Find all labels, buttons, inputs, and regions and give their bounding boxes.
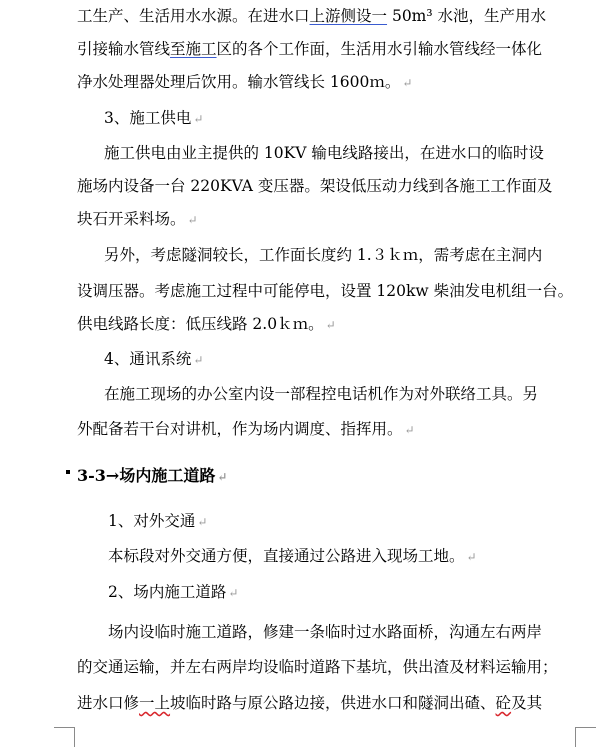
section-heading: 2、场内施工道路 ↵ xyxy=(108,583,239,601)
text-line: 在施工现场的办公室内设一部程控电话机作为对外联络工具。另 xyxy=(104,385,539,403)
text-line: 本标段对外交通方便，直接通过公路进入现场工地。 ↵ xyxy=(108,547,477,565)
paragraph-mark: ↵ xyxy=(466,550,477,564)
text-line: 外配备若干台对讲机，作为场内调度、指挥用。 ↵ xyxy=(77,420,415,438)
section-heading: 3、施工供电 ↵ xyxy=(104,109,204,127)
paragraph-mark: ↵ xyxy=(325,318,336,332)
margin-corner-mark xyxy=(575,727,576,747)
paragraph-mark: ↵ xyxy=(228,586,239,600)
text-line: 引接输水管线至施工区的各个工作面，生活用水引输水管线经一体化 xyxy=(77,40,543,58)
paragraph-mark: ↵ xyxy=(193,353,204,367)
text-line: 供电线路长度：低压线路 2.0ｋｍ。 ↵ xyxy=(77,315,336,333)
text-line: 场内设临时施工道路，修建一条临时过水路面桥，沟通左右两岸 xyxy=(108,623,543,641)
section-heading: 1、对外交通 ↵ xyxy=(108,512,208,530)
paragraph-mark: ↵ xyxy=(404,423,415,437)
text-line: 施场内设备一台 220KVA 变压器。架设低压动力线到各施工工作面及 xyxy=(77,177,553,195)
margin-corner-mark xyxy=(575,727,596,728)
text-line: 另外，考虑隧洞较长，工作面长度约 1.３ｋｍ，需考虑在主洞内 xyxy=(104,246,543,264)
paragraph-mark: ↵ xyxy=(197,515,208,529)
text-line: 块石开采料场。 ↵ xyxy=(77,210,198,228)
heading-bullet xyxy=(66,470,70,474)
text-line: 工生产、生活用水水源。在进水口上游侧设一 50m³ 水池，生产用水 xyxy=(77,7,547,25)
text-line: 施工供电由业主提供的 10KV 输电线路接出，在进水口的临时设 xyxy=(104,144,544,162)
paragraph-mark: ↵ xyxy=(193,112,204,126)
text-line: 的交通运输，并左右两岸均设临时道路下基坑，供出渣及材料运输用； xyxy=(77,658,558,676)
margin-corner-mark xyxy=(74,727,75,747)
chapter-heading: 3-3→场内施工道路 ↵ xyxy=(77,466,228,485)
paragraph-mark: ↵ xyxy=(402,76,413,90)
section-heading: 4、通讯系统 ↵ xyxy=(104,350,204,368)
text-line: 设调压器。考虑施工过程中可能停电，设置 120kw 柴油发电机组一台。 xyxy=(77,282,574,300)
paragraph-mark: ↵ xyxy=(187,213,198,227)
margin-corner-mark xyxy=(54,727,75,728)
text-line: 净水处理器处理后饮用。输水管线长 1600ｍ。 ↵ xyxy=(77,73,413,91)
paragraph-mark: ↵ xyxy=(217,470,228,484)
text-line: 进水口修一上坡临时路与原公路边接，供进水口和隧洞出碴、砼及其 xyxy=(77,694,543,712)
